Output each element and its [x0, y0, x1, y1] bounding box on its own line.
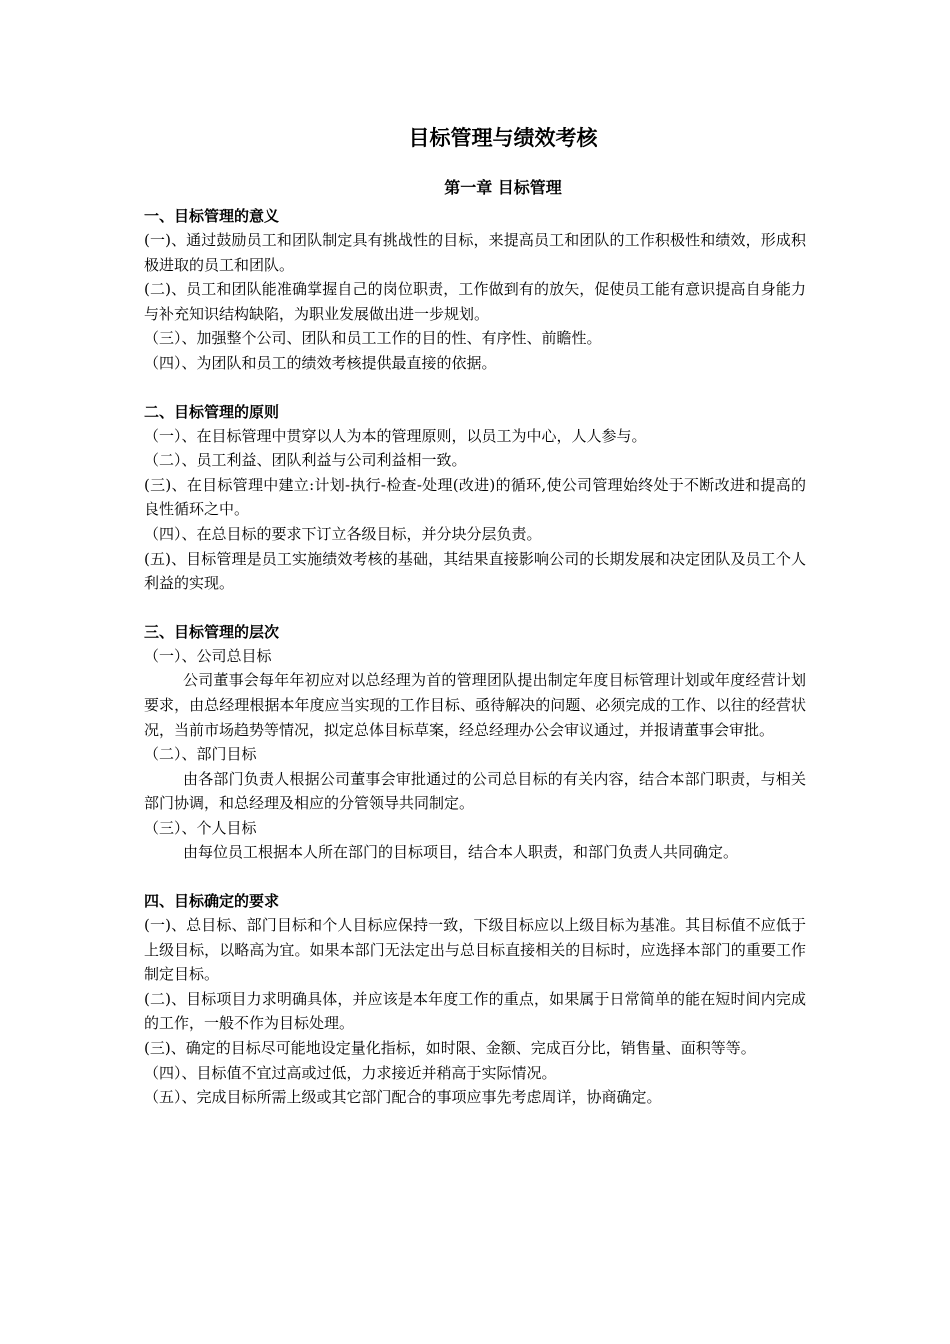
subheading: （一）、公司总目标 [144, 646, 272, 665]
paragraph: (三)、确定的目标尽可能地设定量化指标，如时限、金额、完成百分比，销售量、面积等等。 [144, 1039, 756, 1058]
paragraph: （二）、员工利益、团队利益与公司利益相一致。 [144, 451, 467, 470]
document-title: 目标管理与绩效考核 [408, 126, 598, 150]
paragraph: 由每位员工根据本人所在部门的目标项目，结合本人职责，和部门负责人共同确定。 [183, 843, 739, 862]
paragraph: (一)、通过鼓励员工和团队制定具有挑战性的目标，来提高员工和团队的工作积极性和绩效，形成积极进取的员工和团队。 [144, 231, 806, 274]
section-heading: 二、目标管理的原则 [144, 402, 280, 421]
paragraph: （五）、完成目标所需上级或其它部门配合的事项应事先考虑周详，协商确定。 [144, 1088, 662, 1107]
section-meaning [144, 204, 806, 376]
paragraph: 公司董事会每年年初应对以总经理为首的管理团队提出制定年度目标管理计划或年度经营计划要求，由总经理根据本年度应当实现的工作目标、亟待解决的问题、必须完成的工作、以往的经营状况，当前市场趋势等情况，拟定总体目标草案，经总经理办公会审议通过，并报请董事会审批。 [144, 671, 806, 739]
section-heading: 四、目标确定的要求 [144, 892, 280, 911]
section-requirements [144, 889, 806, 1110]
paragraph: （四）、在总目标的要求下订立各级目标，并分块分层负责。 [144, 524, 542, 543]
paragraph: (一)、总目标、部门目标和个人目标应保持一致，下级目标应以上级目标为基准。其目标值不应低于上级目标，以略高为宜。如果本部门无法定出与总目标直接相关的目标时，应选择本部门的重要工作制定目标。 [144, 916, 806, 984]
section-principles [144, 400, 806, 596]
paragraph: (三)、在目标管理中建立:计划-执行-检查-处理(改进)的循环,使公司管理始终处于不断改进和提高的良性循环之中。 [144, 475, 806, 519]
section-heading: 一、目标管理的意义 [144, 207, 280, 225]
paragraph: (五)、目标管理是员工实施绩效考核的基础，其结果直接影响公司的长期发展和决定团队及员工个人利益的实现。 [144, 549, 806, 593]
paragraph: （四）、目标值不宜过高或过低，力求接近并稍高于实际情况。 [144, 1063, 557, 1082]
document-page [144, 118, 806, 1134]
paragraph: （三）、加强整个公司、团队和员工工作的目的性、有序性、前瞻性。 [144, 329, 602, 348]
chapter-title: 第一章 目标管理 [444, 178, 562, 197]
paragraph: （四）、为团队和员工的绩效考核提供最直接的依据。 [144, 353, 497, 372]
subheading: （三）、个人目标 [144, 818, 257, 837]
paragraph: (二)、目标项目力求明确具体，并应该是本年度工作的重点，如果属于日常简单的能在短时间内完成的工作，一般不作为目标处理。 [144, 989, 806, 1033]
section-heading: 三、目标管理的层次 [144, 622, 280, 641]
section-levels [144, 620, 806, 865]
paragraph: （一）、在目标管理中贯穿以人为本的管理原则，以员工为中心，人人参与。 [144, 426, 647, 445]
paragraph: 由各部门负责人根据公司董事会审批通过的公司总目标的有关内容，结合本部门职责，与相关部门协调，和总经理及相应的分管领导共同制定。 [144, 769, 806, 813]
paragraph: (二)、员工和团队能准确掌握自己的岗位职责，工作做到有的放矢，促使员工能有意识提高自身能力与补充知识结构缺陷，为职业发展做出进一步规划。 [144, 280, 806, 323]
subheading: （二）、部门目标 [144, 745, 257, 764]
